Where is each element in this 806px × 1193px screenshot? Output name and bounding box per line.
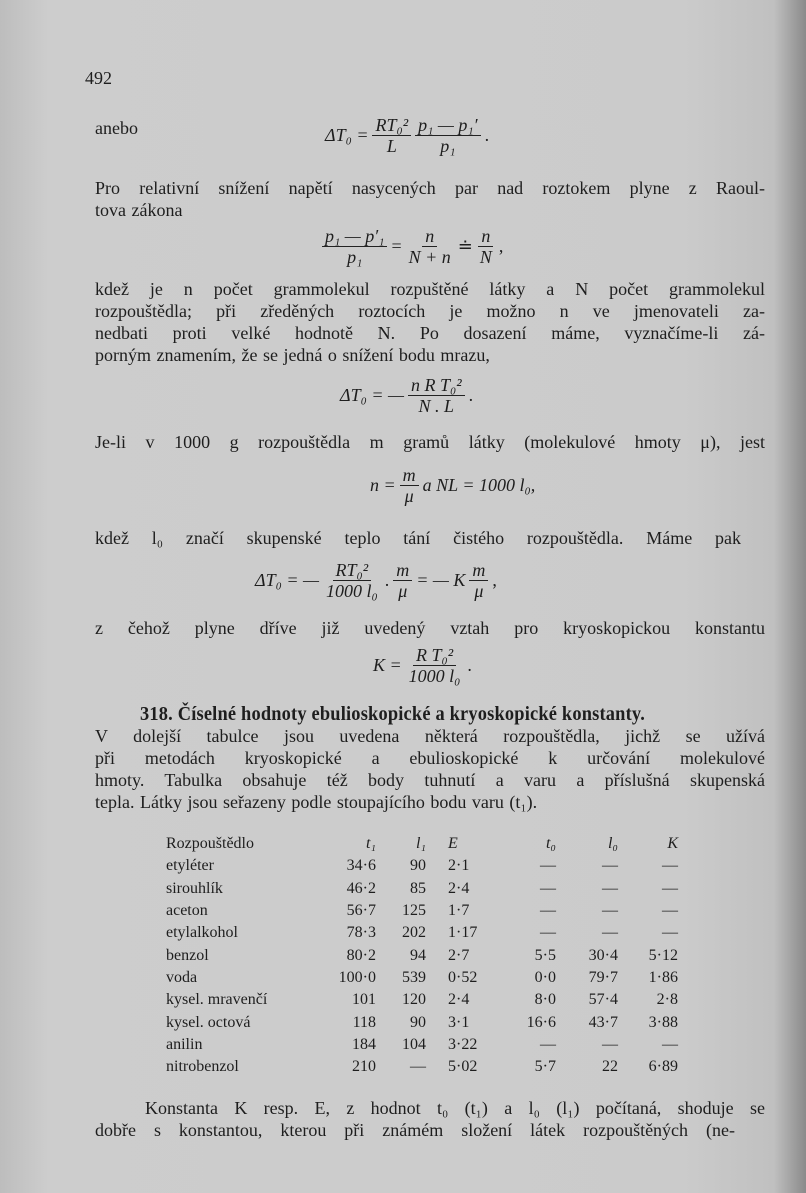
table-cell: 46·2 bbox=[346, 879, 376, 897]
table-cell: benzol bbox=[166, 946, 209, 964]
text-line: dobře s konstantou, kterou při známém složení látek rozpouštěných (ne- bbox=[95, 1120, 735, 1140]
punct: . bbox=[467, 655, 472, 675]
table-cell: — bbox=[662, 902, 678, 920]
solvent-table bbox=[166, 833, 678, 1078]
table-cell: 120 bbox=[402, 991, 426, 1009]
text-line: Pro relativní snížení napětí nasycených par nad roztokem plyne z Raoul- bbox=[95, 178, 765, 198]
table-cell: — bbox=[662, 879, 678, 897]
table-row bbox=[166, 1011, 678, 1033]
table-cell: 56·7 bbox=[346, 902, 376, 920]
table-cell: 0·52 bbox=[448, 968, 478, 986]
header-solvent: Rozpouštědlo bbox=[166, 835, 254, 853]
table-cell: 5·7 bbox=[534, 1058, 556, 1076]
table-cell: 22 bbox=[602, 1058, 618, 1076]
numerator: R T₀² bbox=[413, 645, 456, 666]
table-cell: — bbox=[602, 1035, 618, 1053]
formula-delta-t0 bbox=[325, 115, 489, 156]
header-l0: l₀ bbox=[607, 835, 618, 853]
formula-lhs: ΔT₀ = bbox=[325, 125, 369, 145]
numerator: n R T₀² bbox=[408, 375, 465, 396]
table-cell: 1·17 bbox=[448, 924, 478, 942]
table-cell: sirouhlík bbox=[166, 879, 223, 897]
text-line: Konstanta K resp. E, z hodnot t₀ (t₁) a l₀ (l₁) počítaná, shoduje se bbox=[145, 1098, 765, 1118]
table-row bbox=[166, 900, 678, 922]
dot: . bbox=[384, 570, 390, 590]
table-cell: — bbox=[602, 902, 618, 920]
table-row bbox=[166, 989, 678, 1011]
text-line: V dolejší tabulce jsou uvedena některá rozpouštědla, jichž se užívá bbox=[95, 726, 765, 746]
denominator: N bbox=[479, 247, 492, 267]
table-cell: 2·4 bbox=[448, 991, 470, 1009]
table-cell: — bbox=[410, 1058, 426, 1076]
table-cell: 85 bbox=[410, 879, 426, 897]
table-cell: 202 bbox=[402, 924, 426, 942]
formula-lhs: n = bbox=[370, 475, 396, 495]
formula-rest: a NL = 1000 l₀, bbox=[422, 475, 536, 495]
table-cell: 2·8 bbox=[656, 991, 678, 1009]
denominator: μ bbox=[398, 581, 408, 601]
table-cell: 3·22 bbox=[448, 1035, 478, 1053]
formula-lhs: ΔT₀ = — bbox=[255, 570, 319, 590]
table-cell: 94 bbox=[410, 946, 426, 964]
text-line: porným znamením, že se jedná o snížení bodu mrazu, bbox=[95, 345, 490, 365]
denominator: 1000 l₀ bbox=[408, 666, 461, 686]
table-cell: 2·7 bbox=[448, 946, 470, 964]
table-cell: 78·3 bbox=[346, 924, 376, 942]
numerator: n bbox=[422, 226, 437, 247]
header-k: K bbox=[667, 835, 678, 853]
text-line: kdež je n počet grammolekul rozpuštěné látky a N počet grammolekul bbox=[95, 279, 765, 299]
table-cell: etylalkohol bbox=[166, 924, 238, 942]
equals: = bbox=[391, 236, 402, 256]
approx: ≐ bbox=[457, 236, 473, 256]
section-heading: 318. Číselné hodnoty ebulioskopické a kryoskopické konstanty. bbox=[140, 703, 646, 725]
table-cell: 43·7 bbox=[588, 1013, 618, 1031]
table-cell: — bbox=[602, 857, 618, 875]
formula-raoult bbox=[322, 226, 503, 267]
table-cell: aceton bbox=[166, 902, 208, 920]
header-l1: l₁ bbox=[415, 835, 426, 853]
anebo-text: anebo bbox=[95, 118, 138, 138]
text-line: tepla. Látky jsou seřazeny podle stoupajícího bodu varu (t₁). bbox=[95, 792, 538, 812]
table-cell: — bbox=[662, 924, 678, 942]
table-cell: 1·86 bbox=[648, 968, 678, 986]
formula-delta-k bbox=[255, 560, 497, 601]
table-row bbox=[166, 1056, 678, 1078]
table-cell: 30·4 bbox=[588, 946, 618, 964]
table-row bbox=[166, 944, 678, 966]
text-line: hmoty. Tabulka obsahuje též body tuhnutí a varu a příslušná skupenská bbox=[95, 770, 765, 790]
table-cell: 79·7 bbox=[588, 968, 618, 986]
header-t1: t₁ bbox=[365, 835, 376, 853]
table-cell: — bbox=[662, 1035, 678, 1053]
table-cell: 118 bbox=[352, 1013, 376, 1031]
table-header bbox=[166, 833, 678, 855]
page-number: 492 bbox=[85, 68, 112, 88]
text-line: při metodách kryoskopické a ebulioskopické k určování molekulové bbox=[95, 748, 765, 768]
formula-n bbox=[370, 465, 535, 506]
punct: , bbox=[498, 236, 504, 256]
numerator: p₁ — p′₁ bbox=[322, 226, 387, 247]
formula-lhs: K = bbox=[373, 655, 402, 675]
numerator: p₁ — p₁′ bbox=[415, 115, 480, 136]
text-line: Je-li v 1000 g rozpouštědla m gramů látky (molekulové hmoty μ), jest bbox=[95, 432, 765, 452]
table-cell: 125 bbox=[402, 902, 426, 920]
formula-k bbox=[373, 645, 472, 686]
text-line: rozpouštědla; při zředěných roztocích je možno n ve jmenovateli za- bbox=[95, 301, 765, 321]
table-row bbox=[166, 855, 678, 877]
formula-lhs: ΔT₀ = — bbox=[340, 385, 404, 405]
text-line: nedbati proti velké hodnotě N. Po dosazení máme, vyznačíme-li zá- bbox=[95, 323, 765, 343]
numerator: m bbox=[469, 560, 488, 581]
table-cell: 5·02 bbox=[448, 1058, 478, 1076]
table-cell: 57·4 bbox=[588, 991, 618, 1009]
table-cell: 34·6 bbox=[346, 857, 376, 875]
numerator: n bbox=[478, 226, 493, 247]
table-cell: — bbox=[540, 924, 556, 942]
table-cell: nitrobenzol bbox=[166, 1058, 239, 1076]
denominator: L bbox=[386, 136, 397, 156]
table-cell: 100·0 bbox=[338, 968, 376, 986]
table-cell: 184 bbox=[352, 1035, 376, 1053]
formula-freezing bbox=[340, 375, 473, 416]
numerator: m bbox=[400, 465, 419, 486]
table-cell: 5·5 bbox=[534, 946, 556, 964]
header-e: E bbox=[448, 835, 458, 853]
table-row bbox=[166, 1034, 678, 1056]
table-cell: 1·7 bbox=[448, 902, 470, 920]
numerator: m bbox=[393, 560, 412, 581]
table-cell: 104 bbox=[402, 1035, 426, 1053]
equals: = — K bbox=[416, 570, 466, 590]
punct: , bbox=[492, 570, 497, 590]
table-cell: kysel. mravenčí bbox=[166, 991, 268, 1009]
denominator: N + n bbox=[408, 247, 451, 267]
table-cell: — bbox=[540, 902, 556, 920]
table-cell: 90 bbox=[410, 1013, 426, 1031]
table-cell: — bbox=[540, 879, 556, 897]
punct: . bbox=[468, 385, 474, 405]
text-line: z čehož plyne dříve již uvedený vztah pro kryoskopickou konstantu bbox=[95, 618, 765, 638]
denominator: N . L bbox=[418, 396, 455, 416]
table-cell: 2·4 bbox=[448, 879, 470, 897]
table-cell: voda bbox=[166, 968, 198, 986]
table-cell: — bbox=[602, 879, 618, 897]
denominator: p₁ bbox=[347, 247, 363, 267]
text-line: tova zákona bbox=[95, 200, 183, 220]
table-cell: etyléter bbox=[166, 857, 214, 875]
table-cell: 6·89 bbox=[648, 1058, 678, 1076]
table-cell: — bbox=[602, 924, 618, 942]
table-cell: — bbox=[540, 857, 556, 875]
table-cell: 539 bbox=[402, 968, 426, 986]
table-cell: 80·2 bbox=[346, 946, 376, 964]
denominator: 1000 l₀ bbox=[325, 581, 378, 601]
table-cell: — bbox=[540, 1035, 556, 1053]
header-t0: t₀ bbox=[545, 835, 556, 853]
numerator: RT₀² bbox=[372, 115, 411, 136]
table-cell: kysel. octová bbox=[166, 1013, 251, 1031]
table-cell: 101 bbox=[352, 991, 376, 1009]
table-cell: 3·88 bbox=[648, 1013, 678, 1031]
table-cell: 2·1 bbox=[448, 857, 470, 875]
table-cell: 210 bbox=[352, 1058, 376, 1076]
table-row bbox=[166, 922, 678, 944]
table-cell: 90 bbox=[410, 857, 426, 875]
table-cell: anilin bbox=[166, 1035, 203, 1053]
denominator: p₁ bbox=[440, 136, 456, 156]
table-cell: 8·0 bbox=[534, 991, 556, 1009]
numerator: RT₀² bbox=[333, 560, 372, 581]
table-cell: — bbox=[662, 857, 678, 875]
punct: . bbox=[484, 125, 490, 145]
table-cell: 16·6 bbox=[526, 1013, 556, 1031]
table-cell: 0·0 bbox=[534, 968, 556, 986]
table-cell: 5·12 bbox=[648, 946, 678, 964]
denominator: μ bbox=[474, 581, 484, 601]
text-line: kdež l₀ značí skupenské teplo tání čistého rozpouštědla. Máme pak bbox=[95, 528, 741, 548]
denominator: μ bbox=[404, 486, 414, 506]
table-row bbox=[166, 878, 678, 900]
table-row bbox=[166, 967, 678, 989]
table-cell: 3·1 bbox=[448, 1013, 470, 1031]
